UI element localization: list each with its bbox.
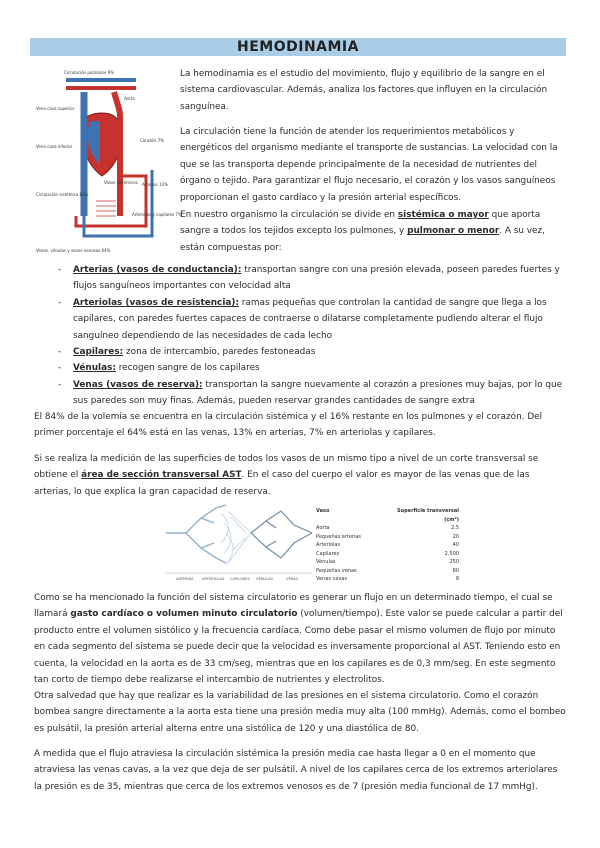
table-row: Aorta 2,5 bbox=[316, 525, 459, 531]
table-row: Venas cavas 8 bbox=[316, 576, 459, 582]
diagram-label: Vena cava inferior bbox=[36, 144, 73, 149]
list-item: - Capilares: zona de intercambio, paredes festoneadas bbox=[58, 347, 316, 358]
diagram-label: Venas, vénulas y senos venosos 64% bbox=[36, 248, 111, 253]
table-row: Vénulas 250 bbox=[316, 559, 459, 565]
table-row: Pequeñas venas 80 bbox=[316, 567, 459, 574]
page-title: HEMODINAMIA bbox=[30, 38, 566, 56]
vessel-type-list bbox=[58, 262, 566, 410]
circulation-diagram bbox=[36, 66, 182, 260]
flujo-paragraph: Como se ha mencionado la función del sistema circulatorio es generar un flujo en un determinado tiempo, el cual se llamará gasto cardíaco o volumen minuto circulatorio (volumen/tiempo). Este valor se puede calcular a partir del producto entre el volumen sistólico y la frecuencia cardíaca. Como debe pasar el mismo volumen de flujo por minuto en cada segmento del sistema se puede decir que la velocidad es inversamente proporcional al AST. Teniendo esto en cuenta, la velocidad en la aorta es de 33 cm/seg, mientras que en los capilares es de 0,3 mm/seg. En este segmento tan corto de tiempo debe realizarse el intercambio de nutrientes y electrolitos. bbox=[34, 593, 563, 686]
ast-paragraph: Si se realiza la medición de las superficies de todos los vasos de un mismo tipo a nivel de un corte transversal se obtiene el área de sección transversal AST. En el caso del cuerpo el valor es mayor de las venas que de las arterias, lo que explica la gran capacidad de reserva. bbox=[34, 454, 539, 497]
table-header: Vaso Superficie transversal (cm²) bbox=[316, 508, 459, 523]
intro-paragraph-2: La circulación tiene la función de atender los requerimientos metabólicos y energéticos del organismo mediante el transporte de sustancias. La velocidad con la que se las transporta depende principalmente de la necesidad de nutrientes del órgano o tejido. Para garantizar el flujo necesario, el corazón y los vasos sanguíneos proporcionan el gasto cardíaco y la presión arterial específicos. bbox=[180, 127, 558, 203]
table-row: Arteriolas 40 bbox=[316, 542, 459, 548]
diagram-label: Vena cava superior bbox=[36, 106, 75, 111]
vessel-branching-diagram bbox=[166, 503, 312, 585]
term-ast: área de sección transversal AST bbox=[81, 470, 242, 481]
intro-paragraph-3: En nuestro organismo la circulación se divide en sistémica o mayor que aporta sangre a todos los tejidos excepto los pulmones, y pulmonar o menor. A su vez, están compuestas por: bbox=[180, 210, 545, 253]
vessel-label: CAPILARES bbox=[230, 577, 250, 581]
diagram-label: Arterias 13% bbox=[142, 182, 168, 187]
diagram-label: Vasos sistémicos bbox=[104, 180, 138, 185]
diagram-label: Circulación sistémica 84% bbox=[36, 192, 89, 197]
list-item: - Venas (vasos de reserva): transportan la sangre nuevamente al corazón a presiones muy bajas, por lo que sus paredes son muy finas. Además, pueden reservar grandes cantidades de sangre extra bbox=[58, 379, 563, 407]
diagram-label: Aorta bbox=[124, 96, 135, 101]
volemia-paragraph: El 84% de la volemia se encuentra en la circulación sistémica y el 16% restante en los pulmones y el corazón. Del primer porcentaje el 64% está en las venas, 13% en arterias, 7% en arteriolas y capilares. bbox=[34, 412, 543, 439]
list-item: - Vénulas: recogen sangre de los capilares bbox=[58, 363, 260, 374]
vessel-label: VÉNULAS bbox=[256, 577, 273, 581]
list-item: - Arteriolas (vasos de resistencia): ramas pequeñas que controlan la cantidad de sangre que llega a los capilares, con paredes fuertes capaces de contraerse o dilatarse completamente pudiendo alterar el flujo sanguíneo dependiendo de las necesidades de cada lecho bbox=[58, 297, 547, 341]
cross-section-table bbox=[316, 507, 466, 584]
vessel-label: ARTERIAS bbox=[176, 577, 194, 581]
diagram-label: Arteriolas y capilares 7% bbox=[132, 212, 182, 217]
presion-paragraph: Otra salvedad que hay que realizar es la variabilidad de las presiones en el sistema circulatorio. Como el corazón bombea sangre directamente a la aorta esta tiene una presión media muy alta (100 mmHg). Además, como el bombeo es pulsátil, la presión arterial alterna entre una sistólica de 120 y una diastólica de 80. bbox=[34, 691, 566, 734]
diagram-label: Circulación pulmonar 9% bbox=[64, 70, 115, 75]
vessel-label: VENAS bbox=[286, 577, 299, 581]
final-paragraph: A medida que el flujo atraviesa la circulación sistémica la presión media cae hasta llegar a 0 en el momento que atraviesa las venas cavas, a la vez que deja de ser pulsátil. A nivel de los capilares cerca de los extremos arteriolares la presión es de 35, mientras que cerca de los extremos venosos es de 7 (presión media funcional de 17 mmHg). bbox=[34, 749, 558, 792]
intro-paragraph-1: La hemodinamia es el estudio del movimiento, flujo y equilibrio de la sangre en el sistema cardiovascular. Además, analiza los factores que influyen en la circulación sanguínea. bbox=[180, 69, 548, 112]
vessel-label: ARTERIOLAS bbox=[202, 577, 225, 581]
term-pulmonar: pulmonar o menor bbox=[407, 226, 500, 237]
table-row: Pequeñas arterias 20 bbox=[316, 533, 459, 540]
term-gasto-cardiaco: gasto cardíaco o volumen minuto circulatorio bbox=[70, 609, 298, 620]
diagram-label: Corazón 7% bbox=[140, 138, 165, 143]
list-item: - Arterias (vasos de conductancia): transportan sangre con una presión elevada, poseen paredes fuertes y flujos sanguíneos importantes con velocidad alta bbox=[58, 265, 560, 292]
table-row: Capilares 2.500 bbox=[316, 550, 459, 557]
term-sistemica: sistémica o mayor bbox=[397, 210, 489, 220]
